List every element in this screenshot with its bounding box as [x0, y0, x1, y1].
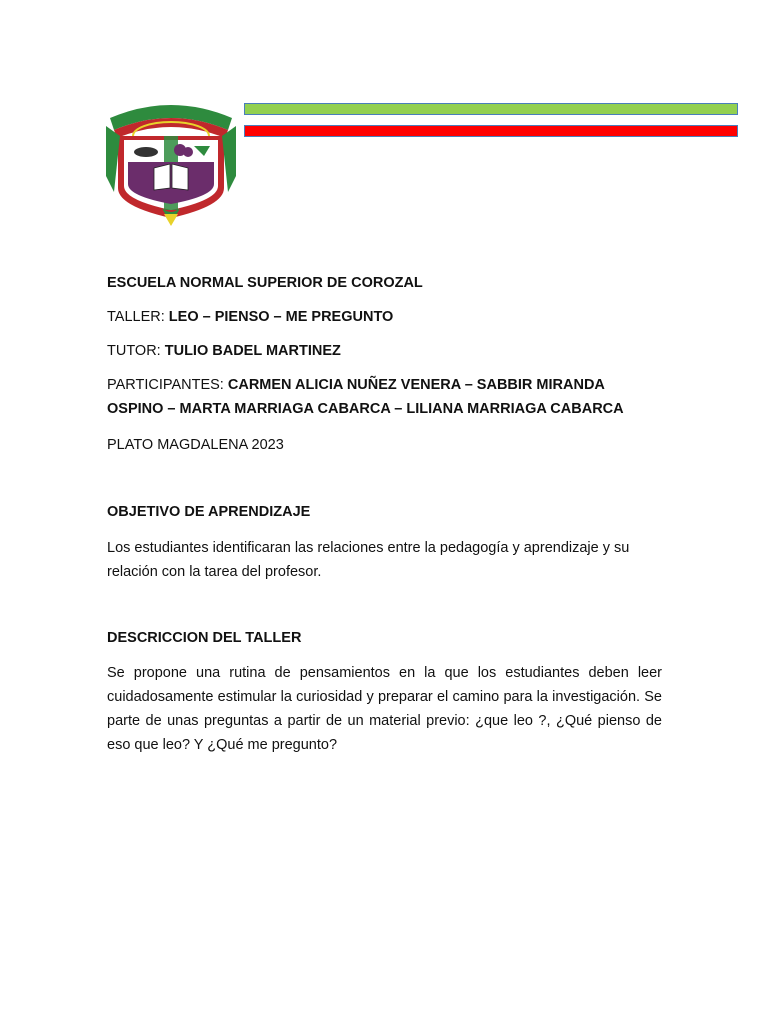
- school-name: ESCUELA NORMAL SUPERIOR DE COROZAL: [107, 275, 423, 291]
- place-year: PLATO MAGDALENA 2023: [107, 437, 284, 453]
- objective-heading: OBJETIVO DE APRENDIZAJE: [107, 504, 311, 520]
- taller-line: [107, 308, 393, 326]
- tutor-label: TUTOR:: [107, 343, 161, 359]
- description-heading: DESCRICCION DEL TALLER: [107, 630, 302, 646]
- green-decorative-bar: [244, 103, 738, 115]
- tutor-value: TULIO BADEL MARTINEZ: [164, 343, 341, 359]
- red-decorative-bar: [244, 125, 738, 137]
- school-crest-logo: [104, 96, 238, 228]
- participants-line-1: [107, 376, 605, 394]
- participants-names-1: CARMEN ALICIA NUÑEZ VENERA – SABBIR MIRANDA: [227, 377, 605, 393]
- description-text: Se propone una rutina de pensamientos en la que los estudiantes deben leer cuidadosamente estimular la curiosidad y preparar el camino para la investigación. Se parte de unas preguntas a partir de un material previo: ¿que leo ?, ¿Qué pienso de eso que leo? Y ¿Qué me pregunto?: [107, 665, 662, 753]
- taller-value: LEO – PIENSO – ME PREGUNTO: [168, 309, 394, 325]
- objective-text: Los estudiantes identificaran las relaciones entre la pedagogía y aprendizaje y su relación con la tarea del profesor.: [107, 540, 630, 580]
- participants-line-2: OSPINO – MARTA MARRIAGA CABARCA – LILIANA MARRIAGA CABARCA: [107, 401, 624, 417]
- tutor-line: [107, 342, 341, 360]
- taller-label: TALLER:: [107, 309, 165, 325]
- participants-label: PARTICIPANTES:: [107, 377, 224, 393]
